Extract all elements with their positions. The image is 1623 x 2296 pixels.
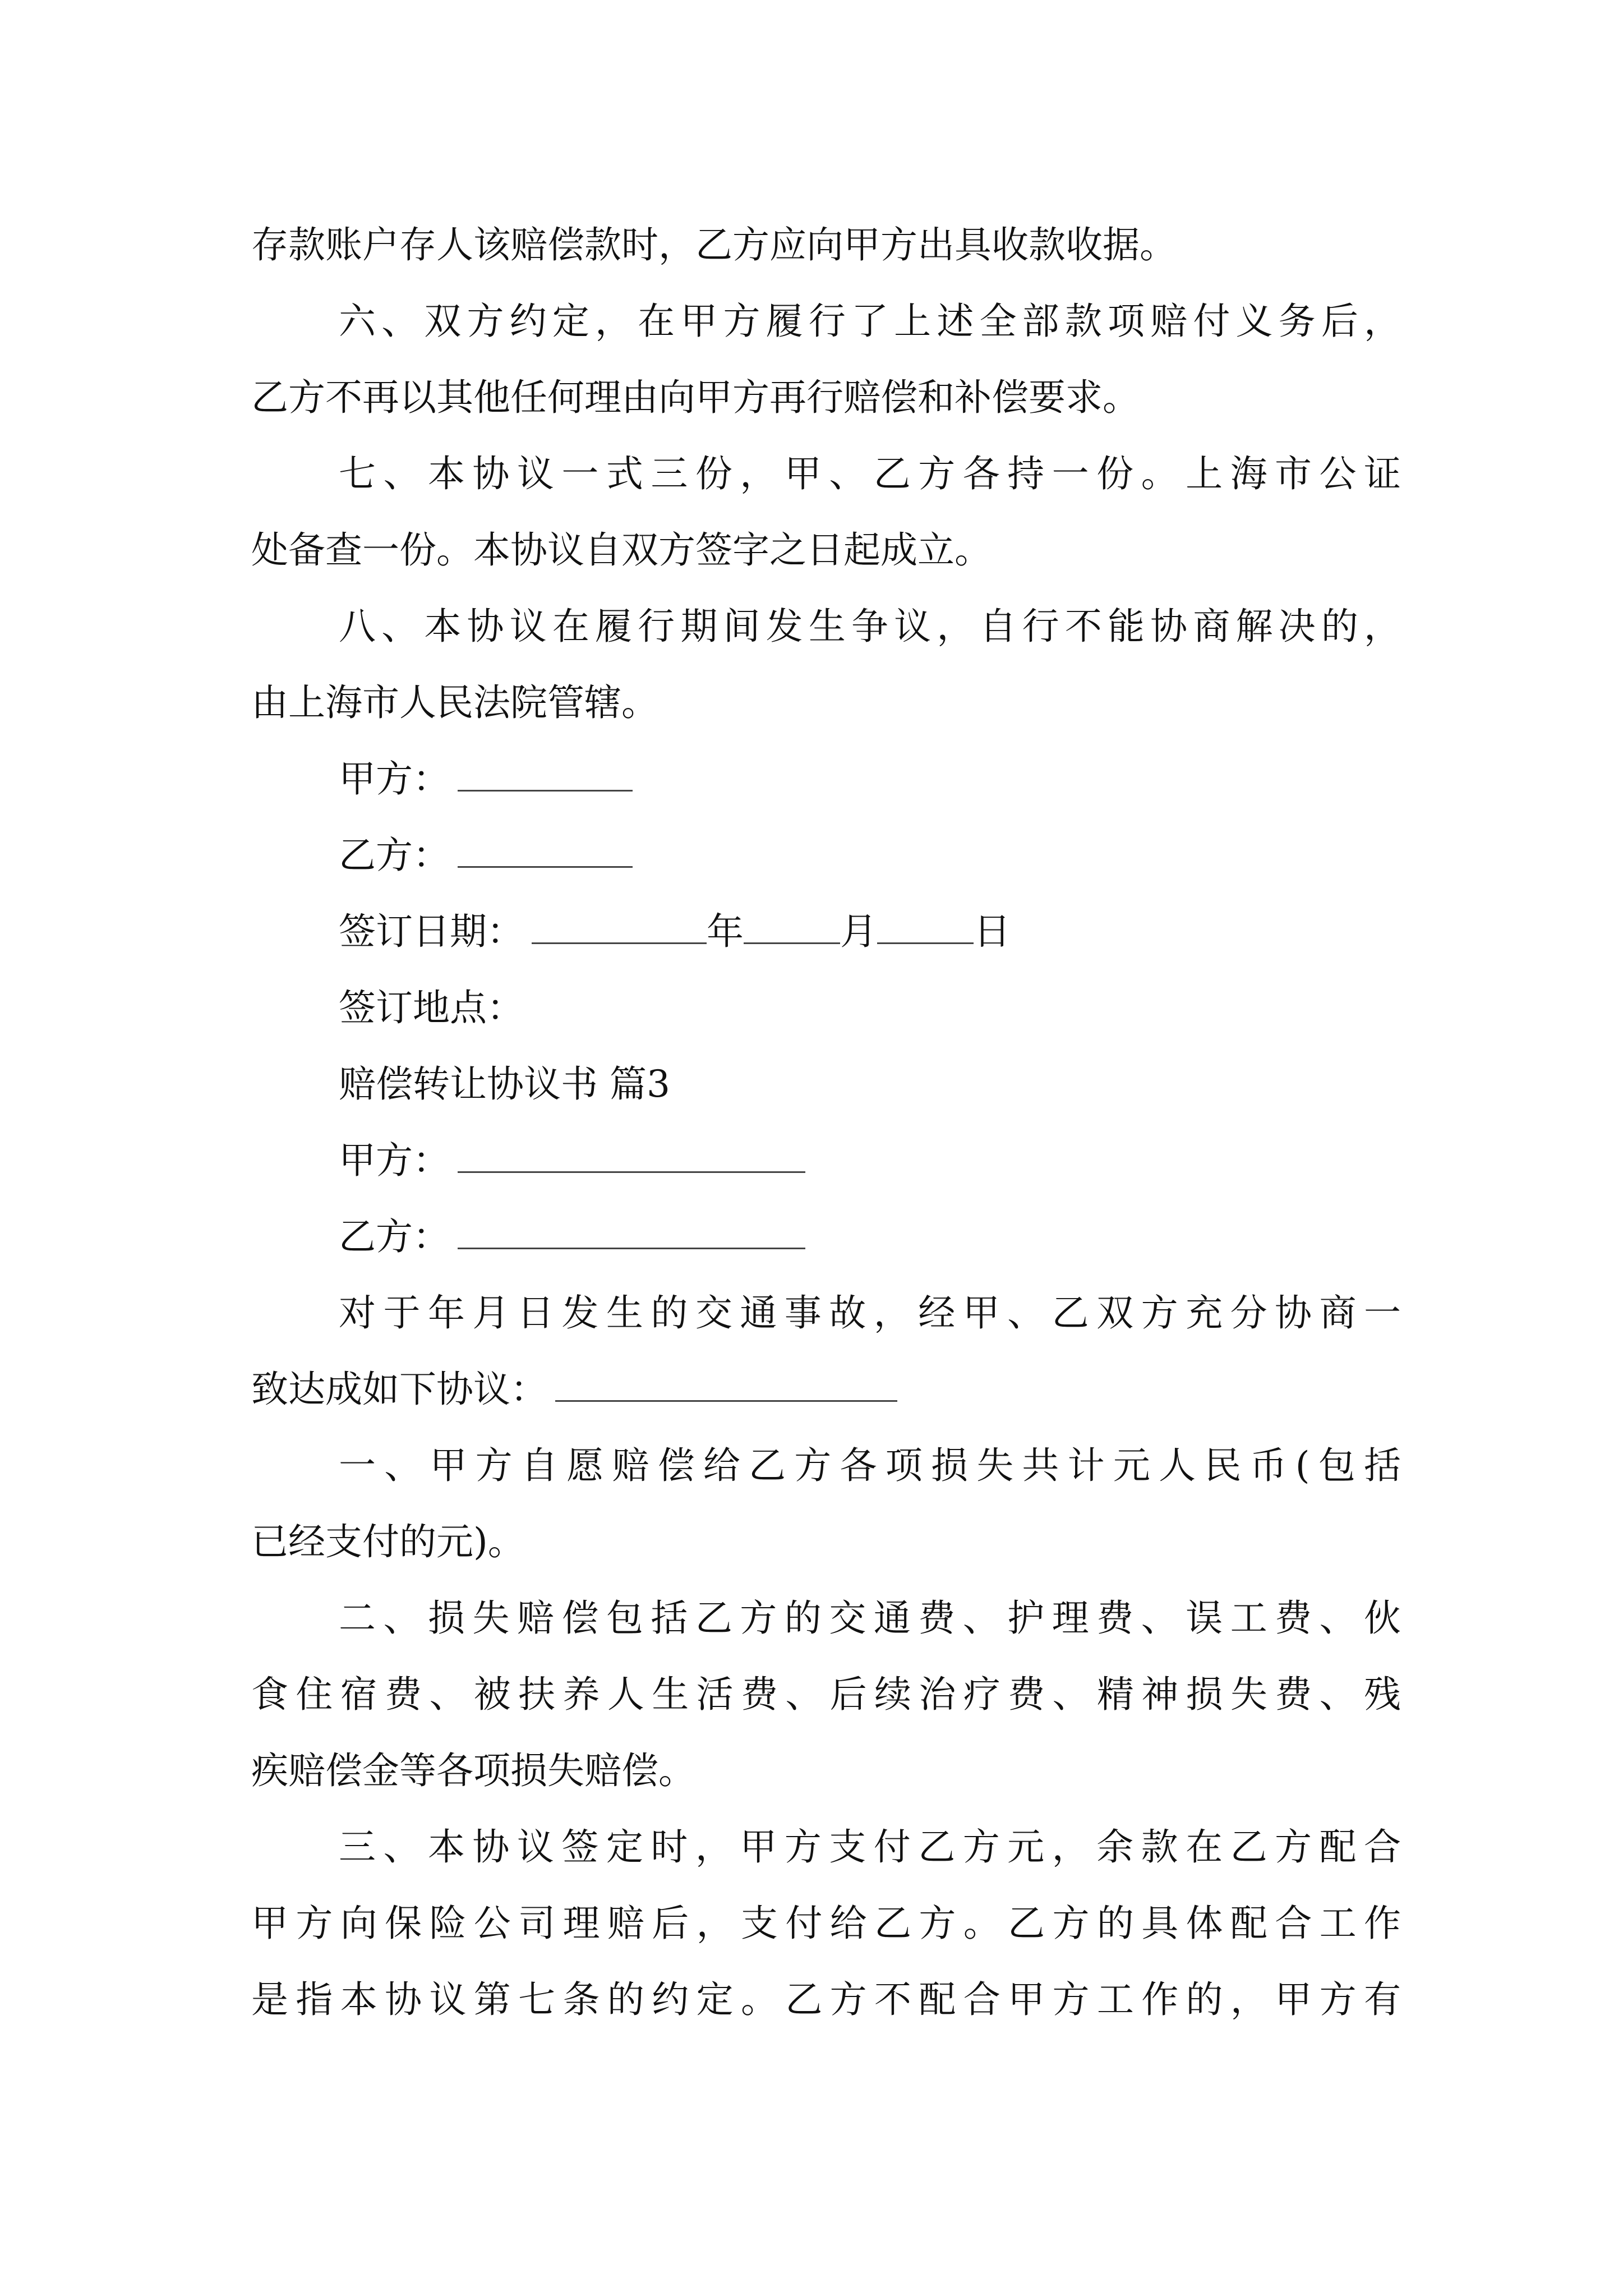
party-a-label: 甲方： [339, 757, 450, 800]
party-b-blank [458, 832, 633, 868]
clause-6-line-1: 六、双方约定，在甲方履行了上述全部款项赔付义务后， [339, 300, 1401, 343]
clause-7-line-2: 处备查一份。本协议自双方签字之日起成立。 [251, 528, 992, 572]
party-b-label: 乙方： [339, 834, 450, 877]
clause-3-line-1: 三、本协议签定时，甲方支付乙方元，余款在乙方配合 [339, 1825, 1401, 1869]
clause-3-line-3: 是指本协议第七条的约定。乙方不配合甲方工作的，甲方有 [251, 1978, 1401, 2021]
party-a-label-2: 甲方： [339, 1139, 450, 1182]
month-label: 月 [840, 910, 877, 953]
intro-line-1: 对于年月日发生的交通事故，经甲、乙双方充分协商一 [339, 1291, 1401, 1335]
paragraph-5-tail: 存款账户存人该赔偿款时，乙方应向甲方出具收款收据。 [251, 223, 1177, 266]
day-label: 日 [974, 910, 1011, 953]
clause-7-line-1: 七、本协议一式三份，甲、乙方各持一份。上海市公证 [339, 452, 1401, 495]
clause-1-line-2: 已经支付的元)。 [251, 1520, 525, 1563]
clause-6-line-2: 乙方不再以其他任何理由向甲方再行赔偿和补偿要求。 [251, 376, 1140, 419]
party-a-blank-2 [458, 1138, 805, 1173]
section-title: 赔偿转让协议书 篇3 [339, 1062, 670, 1106]
signature-party-a [339, 754, 1401, 804]
intro-line-2 [251, 1364, 1401, 1415]
clause-2-line-1: 二、损失赔偿包括乙方的交通费、护理费、误工费、伙 [339, 1596, 1401, 1640]
party-a-blank [458, 756, 633, 792]
clause-3-line-2: 甲方向保险公司理赔后，支付给乙方。乙方的具体配合工作 [251, 1902, 1401, 1945]
year-blank [532, 909, 707, 944]
clause-2-line-2: 食住宿费、被扶养人生活费、后续治疗费、精神损失费、残 [251, 1673, 1401, 1716]
month-blank [744, 909, 840, 944]
clause-1-line-1: 一、甲方自愿赔偿给乙方各项损失共计元人民币(包括 [339, 1444, 1401, 1487]
clause-2-line-3: 疾赔偿金等各项损失赔偿。 [251, 1749, 695, 1792]
year-label: 年 [707, 910, 744, 953]
signature-party-b [339, 830, 1401, 881]
signing-date [339, 907, 1401, 957]
clause-8-line-2: 由上海市人民法院管辖。 [251, 681, 658, 724]
intro-line-2-text: 致达成如下协议： [251, 1368, 547, 1411]
party-b-blank-2 [458, 1214, 805, 1249]
signing-place: 签订地点： [339, 986, 524, 1029]
clause-8-line-1: 八、本协议在履行期间发生争议，自行不能协商解决的， [339, 605, 1401, 648]
party-b-label-2: 乙方： [339, 1215, 450, 1258]
intro-blank [555, 1366, 897, 1402]
signing-date-label: 签订日期： [339, 910, 524, 953]
day-blank [877, 909, 974, 944]
agreement-party-a [339, 1135, 1401, 1186]
agreement-party-b [339, 1212, 1401, 1262]
